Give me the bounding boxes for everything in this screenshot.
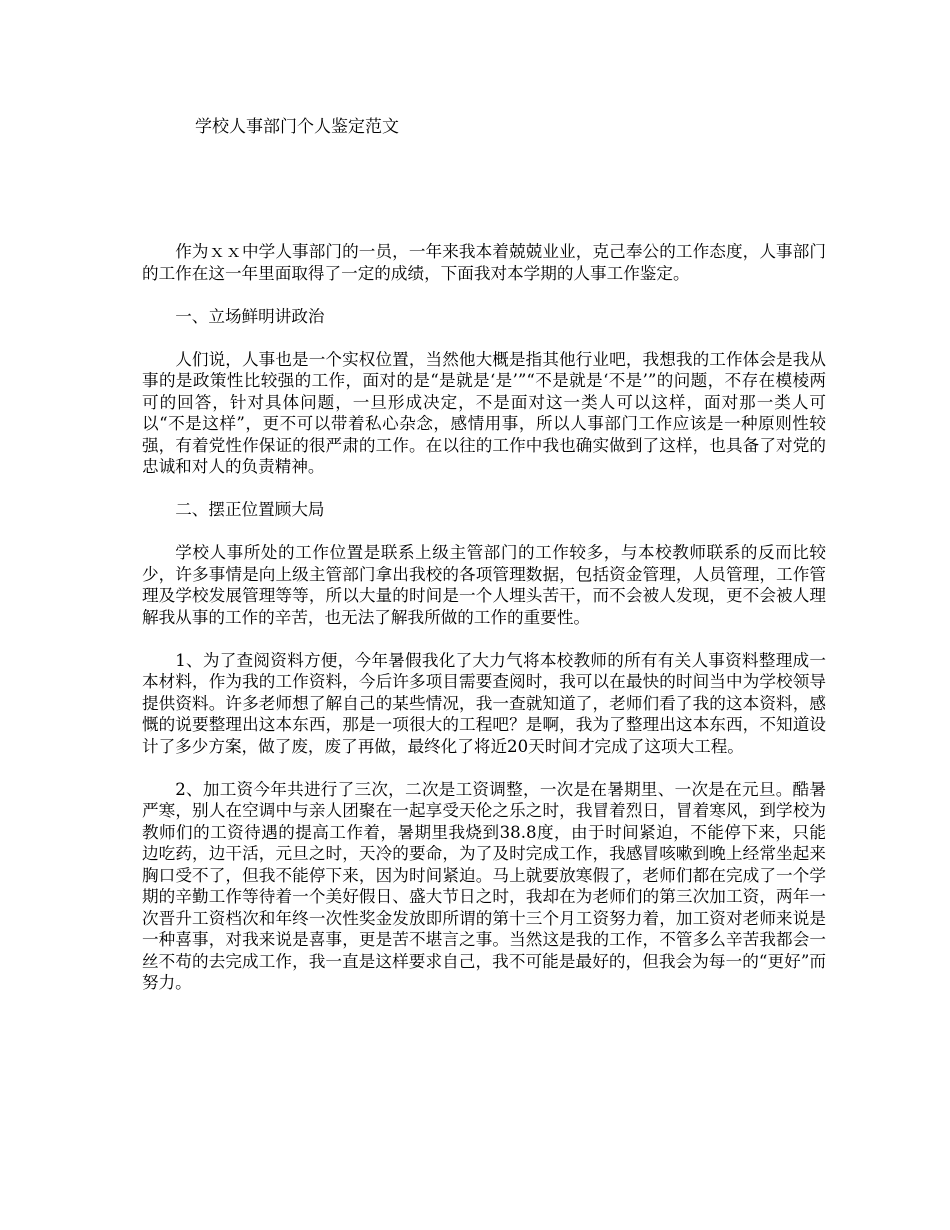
document-body	[142, 241, 826, 1015]
section-heading-2: 二、摆正位置顾大局	[175, 500, 325, 519]
intro-paragraph: 作为ｘｘ中学人事部门的一员，一年来我本着兢兢业业，克己奉公的工作态度，人事部门的工作在这一年里面取得了一定的成绩，下面我对本学期的人事工作鉴定。	[142, 242, 826, 283]
body-paragraph: 学校人事所处的工作位置是联系上级主管部门的工作较多，与本校教师联系的反而比较少，许多事情是向上级主管部门拿出我校的各项管理数据，包括资金管理，人员管理，工作管理及学校发展管理等等，所以大量的时间是一个人埋头苦干，而不会被人发现，更不会被人理解我从事的工作的辛苦，也无法了解我所做的工作的重要性。	[142, 543, 826, 627]
body-paragraph: 2、加工资今年共进行了三次，二次是工资调整，一次是在暑期里、一次是在元旦。酷暑严寒，别人在空调中与亲人团聚在一起享受天伦之乐之时，我冒着烈日，冒着寒风，到学校为教师们的工资待遇的提高工作着，暑期里我烧到38.8度，由于时间紧迫，不能停下来，只能边吃药，边干活，元旦之时，天冷的要命，为了及时完成工作，我感冒咳嗽到晚上经常坐起来胸口受不了，但我不能停下来，因为时间紧迫。马上就要放寒假了，老师们都在完成了一个学期的辛勤工作等待着一个美好假日、盛大节日之时，我却在为老师们的第三次加工资，两年一次晋升工资档次和年终一次性奖金发放即所谓的第十三个月工资努力着，加工资对老师来说是一种喜事，对我来说是喜事，更是苦不堪言之事。当然这是我的工作，不管多么辛苦我都会一丝不苟的去完成工作，我一直是这样要求自己，我不可能是最好的，但我会为每一的“更好”而努力。	[142, 779, 826, 992]
document-title: 学校人事部门个人鉴定范文	[195, 117, 399, 137]
body-paragraph: 人们说，人事也是一个实权位置，当然他大概是指其他行业吧，我想我的工作体会是我从事的是政策性比较强的工作，面对的是“是就是‘是’”“不是就是‘不是’”的问题，不存在模棱两可的回答，针对具体问题，一旦形成决定，不是面对这一类人可以这样，面对那一类人可以“不是这样”，更不可以带着私心杂念，感情用事，所以人事部门工作应该是一种原则性较强，有着党性作保证的很严肃的工作。在以往的工作中我也确实做到了这样，也具备了对党的忠诚和对人的负责精神。	[142, 349, 826, 476]
section-heading-1: 一、立场鲜明讲政治	[175, 306, 325, 326]
body-paragraph: 1、为了查阅资料方便，今年暑假我化了大力气将本校教师的所有有关人事资料整理成一本材料，作为我的工作资料，今后许多项目需要查阅时，我可以在最快的时间当中为学校领导提供资料。许多老师想了解自己的某些情况，我一查就知道了，老师们看了我的这本资料，感慨的说要整理出这本东西，那是一项很大的工程吧？是啊，我为了整理出这本东西，不知道设计了多少方案，做了废，废了再做，最终化了将近20天时间才完成了这项大工程。	[142, 650, 826, 756]
